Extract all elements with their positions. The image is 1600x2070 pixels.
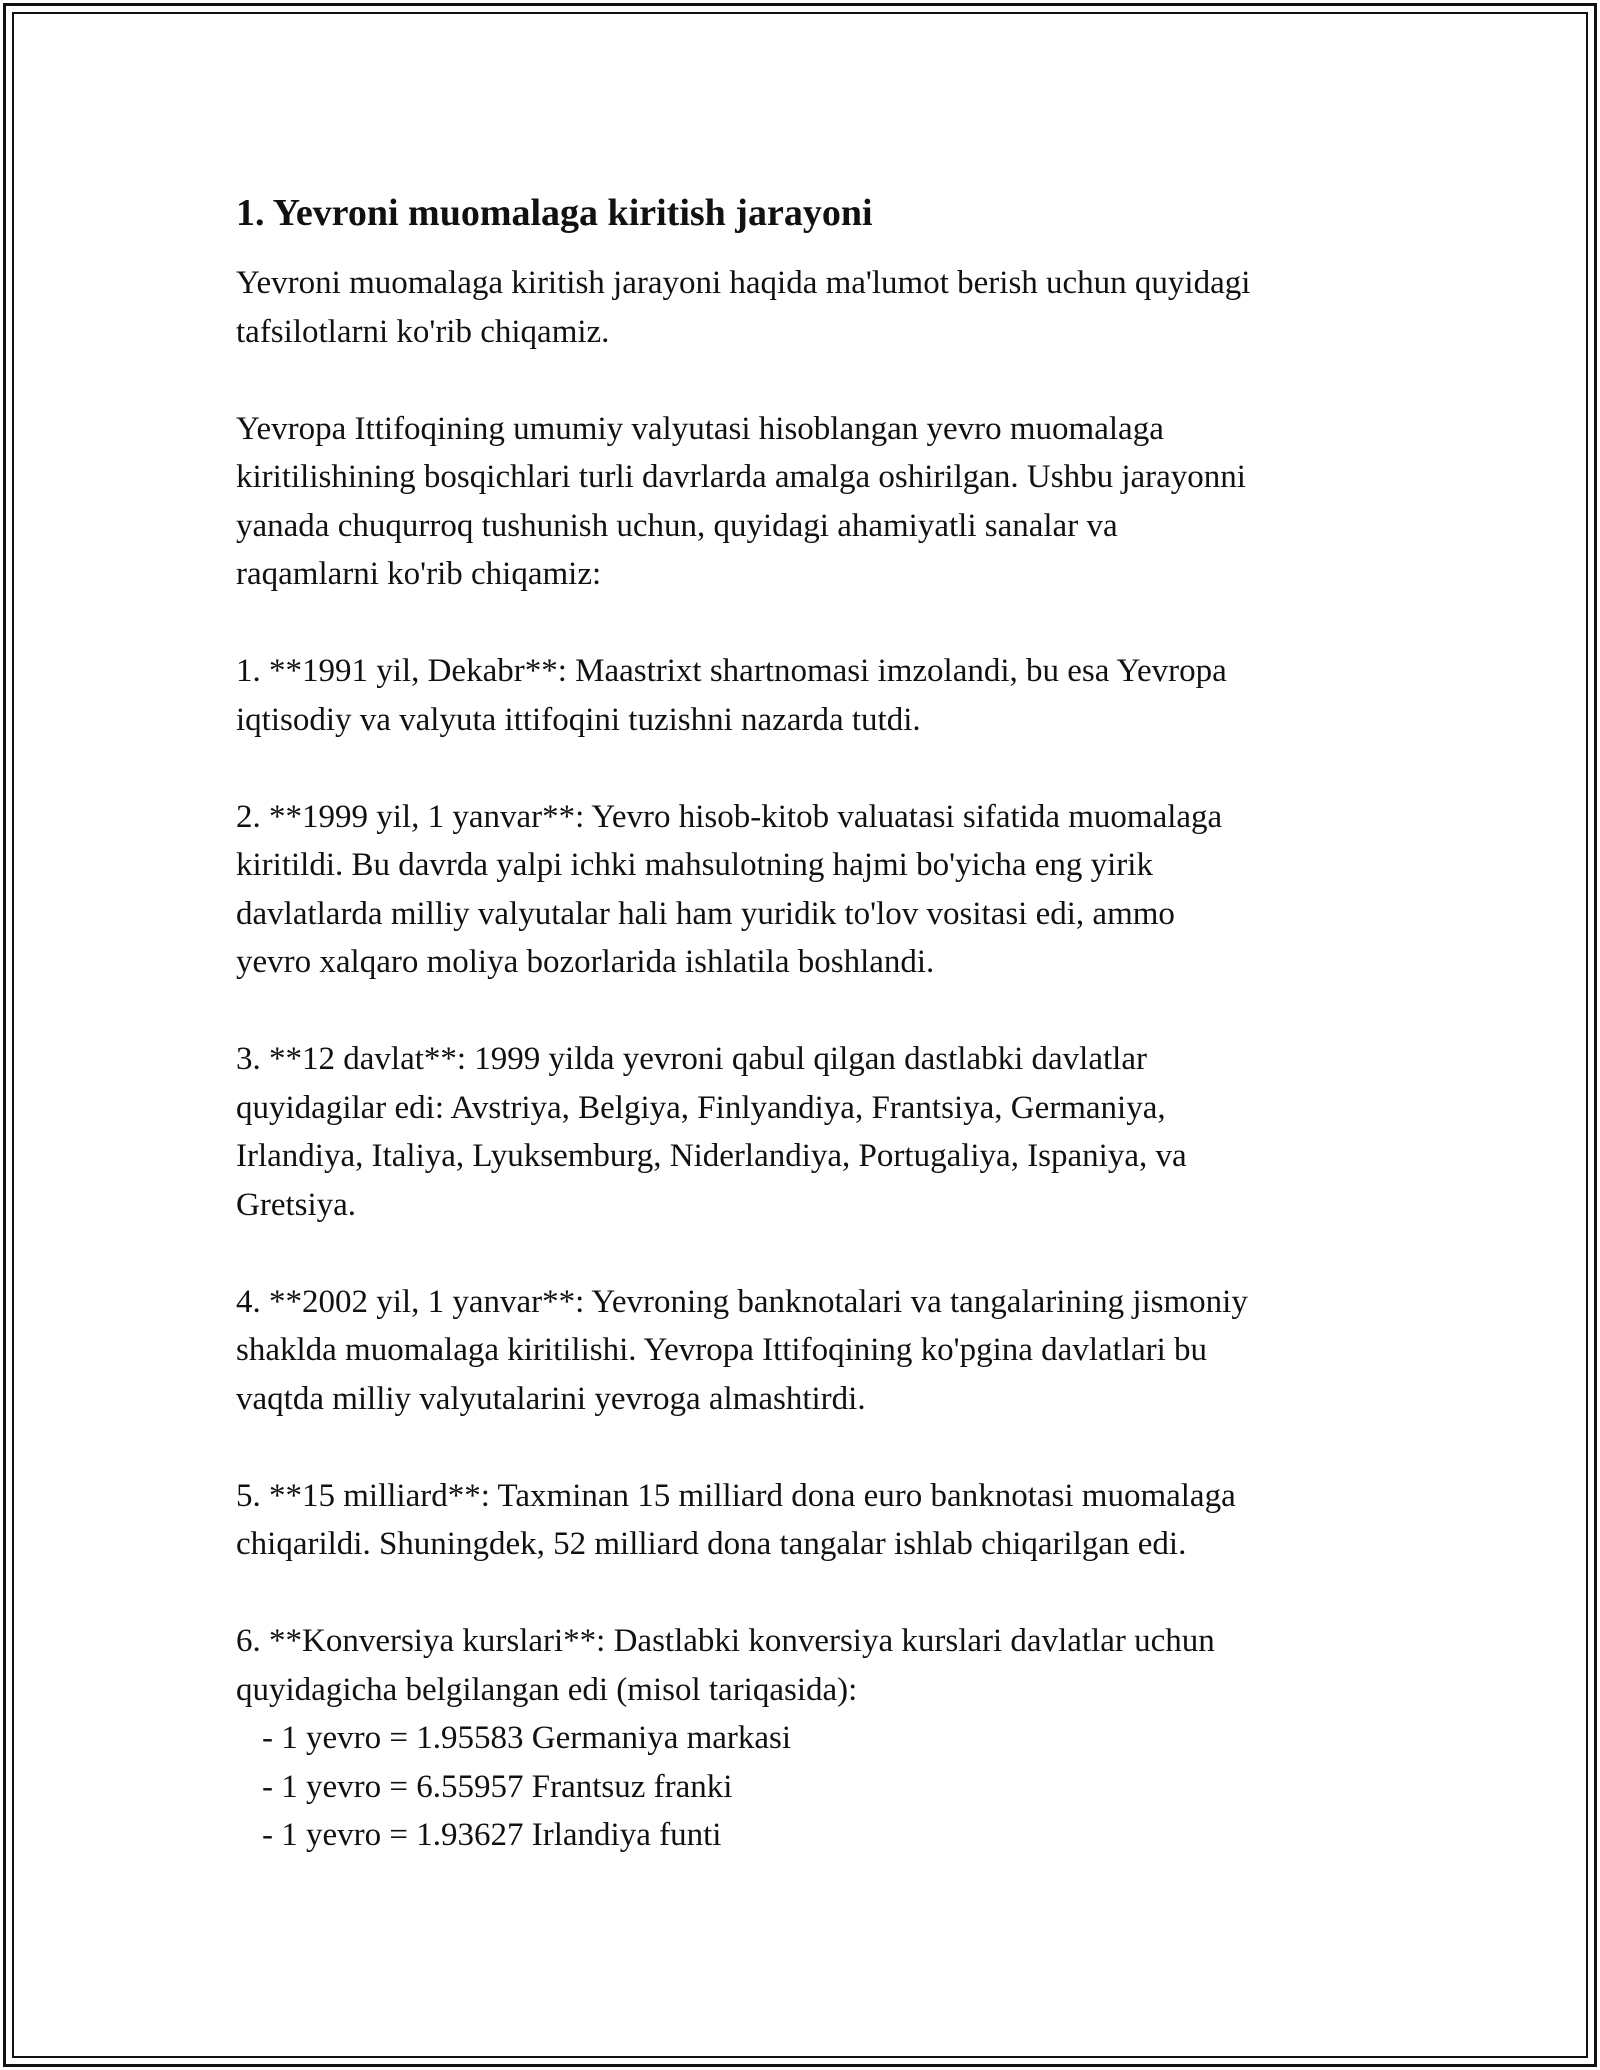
overview-paragraph: Yevropa Ittifoqining umumiy valyutasi hisoblangan yevro muomalaga kiritilishining bosqichlari turli davrlarda amalga oshirilgan. Ushbu jarayonni yanada chuqurroq tushunish uchun, quyidagi ahamiyatli sanalar va raqamlarni ko'rib chiqamiz: [236,410,1246,592]
conversion-rate-ireland: - 1 yevro = 1.93627 Irlandiya funti [262,1817,722,1853]
list-item-12-countries: 3. **12 davlat**: 1999 yilda yevroni qabul qilgan dastlabki davlatlar quyidagilar edi: Avstriya, Belgiya, Finlyandiya, Frantsiya, Germaniya, Irlandiya, Italiya, Lyuksemburg, Niderlandiya, Portugaliya, Ispaniya, va Gretsiya. [236,1041,1187,1223]
list-item-2002: 4. **2002 yil, 1 yanvar**: Yevroning banknotalari va tangalarining jismoniy shaklda muomalaga kiritilishi. Yevropa Ittifoqining ko'pgina davlatlari bu vaqtda milliy valyutalarini yevroga almashtirdi. [236,1283,1248,1417]
list-item-1991: 1. **1991 yil, Dekabr**: Maastrixt shartnomasi imzolandi, bu esa Yevropa iqtisodiy va valyuta ittifoqini tuzishni nazarda tutdi. [236,653,1227,738]
list-item-1999: 2. **1999 yil, 1 yanvar**: Yevro hisob-kitob valuatasi sifatida muomalaga kiritildi. Bu davrda yalpi ichki mahsulotning hajmi bo'yicha eng yirik davlatlarda milliy valyutalar hali ham yuridik to'lov vositasi edi, ammo yevro xalqaro moliya bozorlarida ishlatila boshlandi. [236,798,1223,980]
conversion-rate-germany: - 1 yevro = 1.95583 Germaniya markasi [262,1720,792,1756]
conversion-rate-france: - 1 yevro = 6.55957 Frantsuz franki [262,1768,733,1805]
intro-paragraph: Yevroni muomalaga kiritish jarayoni haqida ma'lumot berish uchun quyidagi tafsilotlarni ko'rib chiqamiz. [236,265,1251,350]
list-item-15-billion: 5. **15 milliard**: Taxminan 15 milliard dona euro banknotasi muomalaga chiqarildi. Shuningdek, 52 milliard dona tangalar ishlab chiqarilgan edi. [236,1477,1236,1562]
document-body [236,185,1396,1860]
section-heading: 1. Yevroni muomalaga kiritish jarayoni [236,192,873,234]
conversion-rates-list [236,1714,1396,1860]
list-item-conversion-rates: 6. **Konversiya kurslari**: Dastlabki konversiya kurslari davlatlar uchun quyidagicha belgilangan edi (misol tariqasida): [236,1623,1215,1708]
